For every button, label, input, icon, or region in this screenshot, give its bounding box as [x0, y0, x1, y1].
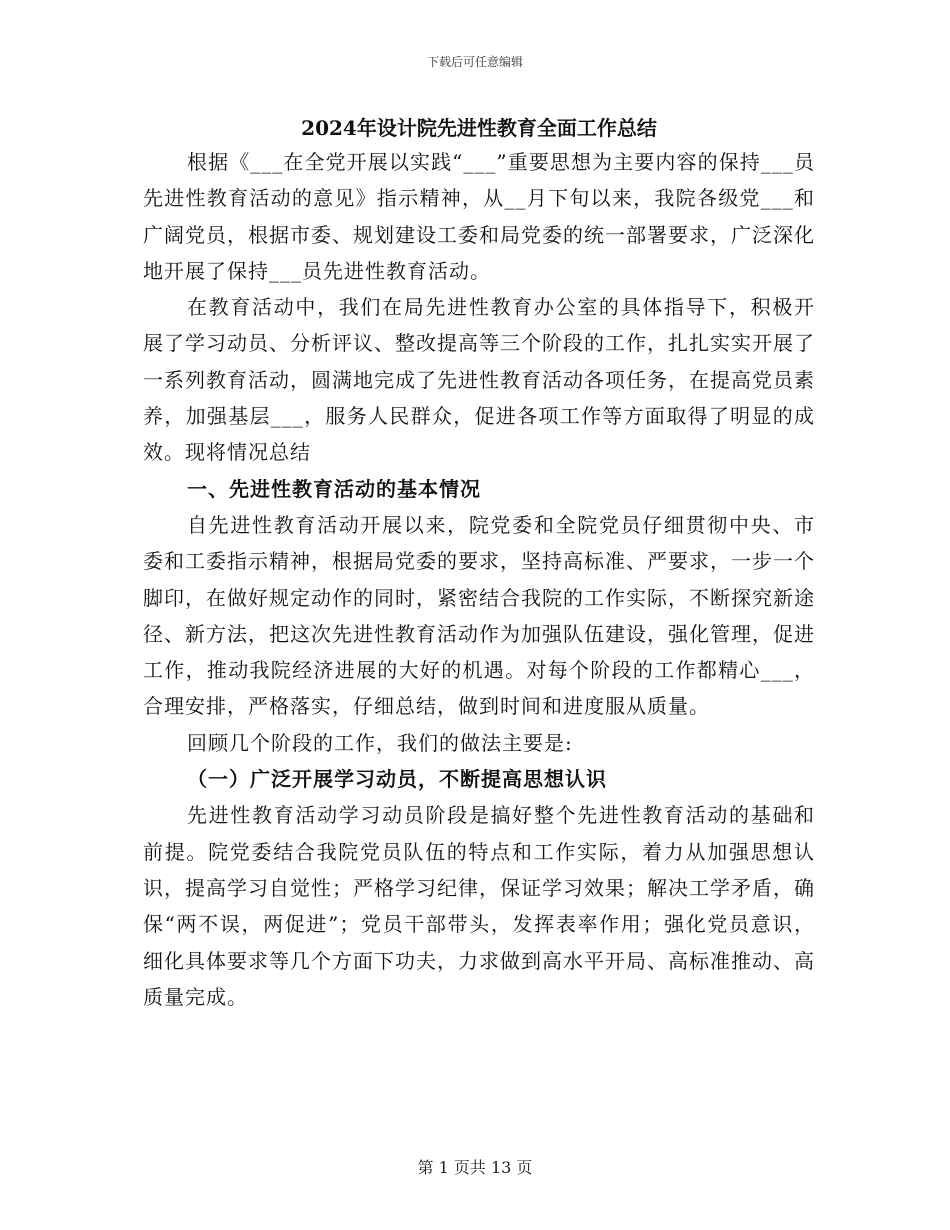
- header-note: 下载后可任意编辑: [426, 55, 523, 69]
- paragraph-intro: 根据《___在全党开展以实践“___”重要思想为主要内容的保持___员先进性教育活动的意见》指示精神，从__月下旬以来，我院各级党___和广阔党员，根据市委、规划建设工委和局党委的统一部署要求，广泛深化地开展了保持___员先进性教育活动。: [143, 150, 815, 283]
- paragraph-review: 回顾几个阶段的工作，我们的做法主要是:: [187, 730, 573, 755]
- subsection-heading-study-mobilization: （一）广泛开展学习动员，不断提高思想认识: [187, 767, 607, 792]
- section-heading-basic-situation: 一、先进性教育活动的基本情况: [187, 476, 481, 501]
- paragraph-study-mobilization: 先进性教育活动学习动员阶段是搞好整个先进性教育活动的基础和前提。院党委结合我院党员队伍的特点和工作实际，着力从加强思想认识，提高学习自觉性；严格学习纪律，保证学习效果；解决工学矛盾，确保“两不误，两促进”；党员干部带头，发挥表率作用；强化党员意识，细化具体要求等几个方面下功夫，力求做到高水平开局、高标准推动、高质量完成。: [143, 803, 815, 1009]
- page-number-footer: 第 1 页共 13 页: [417, 1158, 533, 1177]
- document-title: 2024年设计院先进性教育全面工作总结: [301, 116, 657, 140]
- paragraph-basic-situation: 自先进性教育活动开展以来，院党委和全院党员仔细贯彻中央、市委和工委指示精神，根据局党委的要求，坚持高标准、严要求，一步一个脚印，在做好规定动作的同时，紧密结合我院的工作实际，不断探究新途径、新方法，把这次先进性教育活动作为加强队伍建设，强化管理，促进工作，推动我院经济进展的大好的机遇。对每个阶段的工作都精心___，合理安排，严格落实，仔细总结，做到时间和进度服从质量。: [143, 512, 815, 719]
- document-body: [143, 112, 815, 1015]
- paragraph-activities: 在教育活动中，我们在局先进性教育办公室的具体指导下，积极开展了学习动员、分析评议、整改提高等三个阶段的工作，扎扎实实开展了一系列教育活动，圆满地完成了先进性教育活动各项任务，在提高党员素养，加强基层___，服务人民群众，促进各项工作等方面取得了明显的成效。现将情况总结: [143, 295, 815, 465]
